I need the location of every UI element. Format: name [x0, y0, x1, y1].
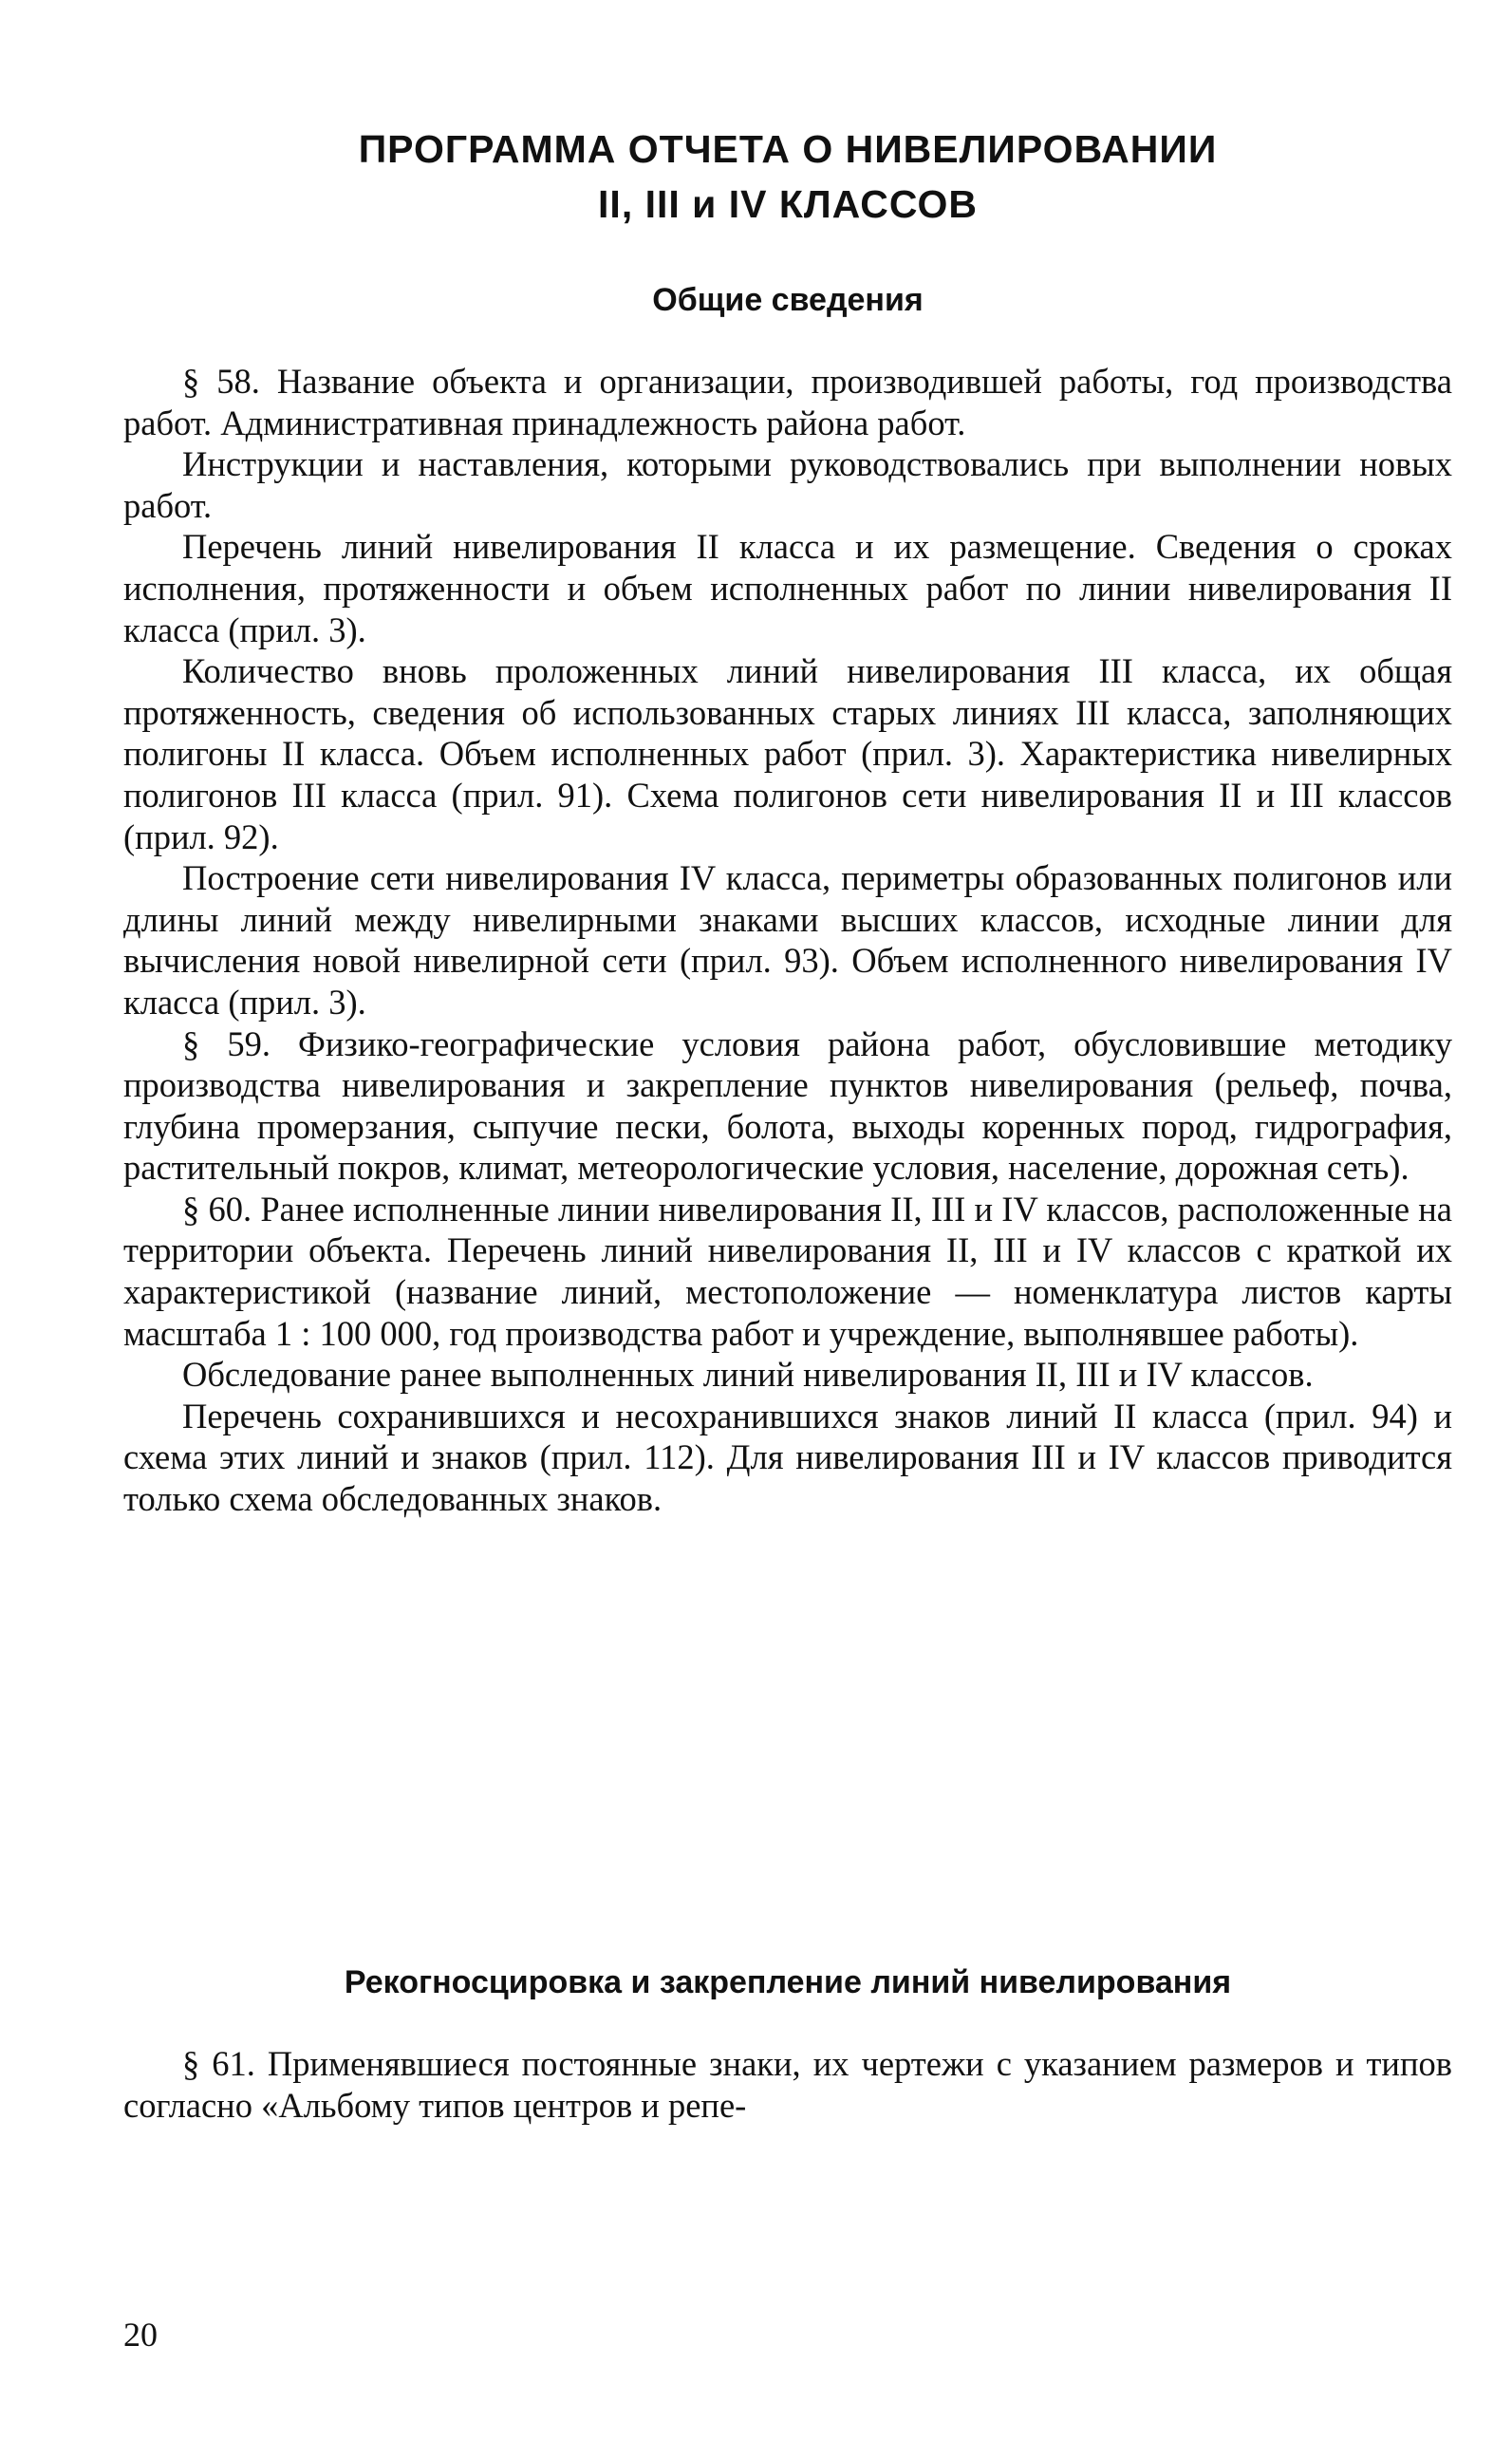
- paragraph-60: § 60. Ранее исполненные линии нивелирования II, III и IV классов, расположенные на территории объекта. Перечень линий нивелирования II, III и IV классов с краткой их характеристикой (название линий, местоположение — номенклатура листов карты масштаба 1 : 100 000, год производства работ и учреждение, выполнявшее работы).: [123, 1189, 1452, 1353]
- paragraph-58: § 58. Название объекта и организации, производившей работы, год производства работ. Административная принадлежность района работ.: [123, 362, 1452, 442]
- title-line-1: ПРОГРАММА ОТЧЕТА О НИВЕЛИРОВАНИИ: [358, 127, 1218, 171]
- paragraph-class-2-lines: Перечень линий нивелирования II класса и их размещение. Сведения о сроках исполнения, протяженности и объем исполненных работ по линии нивелирования II класса (прил. 3).: [123, 527, 1452, 649]
- page-number: 20: [123, 2316, 158, 2354]
- paragraph-61: § 61. Применявшиеся постоянные знаки, их чертежи с указанием размеров и типов согласно «Альбому типов центров и репе-: [123, 2044, 1452, 2125]
- paragraph-59: § 59. Физико-географические условия района работ, обусловившие методику производства нивелирования и закрепление пунктов нивелирования (рельеф, почва, глубина промерзания, сыпучие пески, болота, выходы коренных пород, гидрография, растительный покров, климат, метеорологические условия, население, дорожная сеть).: [123, 1023, 1452, 1188]
- section-body-reconnaissance: [123, 2043, 1452, 2126]
- paragraph-instructions: Инструкции и наставления, которыми руководствовались при выполнении новых работ.: [123, 444, 1452, 525]
- section-heading-general-info: Общие сведения: [652, 282, 924, 318]
- paragraph-marks-list: Перечень сохранившихся и несохранившихся знаков линий II класса (прил. 94) и схема этих линий и знаков (прил. 112). Для нивелирования III и IV классов приводится только схема обследованных знаков.: [123, 1396, 1452, 1519]
- document-title: [123, 122, 1452, 232]
- section-body-general-info: [123, 361, 1452, 1520]
- paragraph-survey: Обследование ранее выполненных линий нивелирования II, III и IV классов.: [182, 1355, 1314, 1395]
- paragraph-class-4-network: Построение сети нивелирования IV класса, периметры образованных полигонов или длины линий между нивелирными знаками высших классов, исходные линии для вычисления новой нивелирной сети (прил. 93). Объем исполненного нивелирования IV класса (прил. 3).: [123, 858, 1452, 1022]
- section-heading-reconnaissance: Рекогносцировка и закрепление линий нивелирования: [344, 1964, 1232, 2000]
- title-line-2: II, III и IV КЛАССОВ: [598, 182, 978, 226]
- document-page: [123, 0, 1452, 2458]
- paragraph-class-3-lines: Количество вновь проложенных линий нивелирования III класса, их общая протяженность, сведения об использованных старых линиях III класса, заполняющих полигоны II класса. Объем исполненных работ (прил. 3). Характеристика нивелирных полигонов III класса (прил. 91). Схема полигонов сети нивелирования II и III классов (прил. 92).: [123, 651, 1452, 856]
